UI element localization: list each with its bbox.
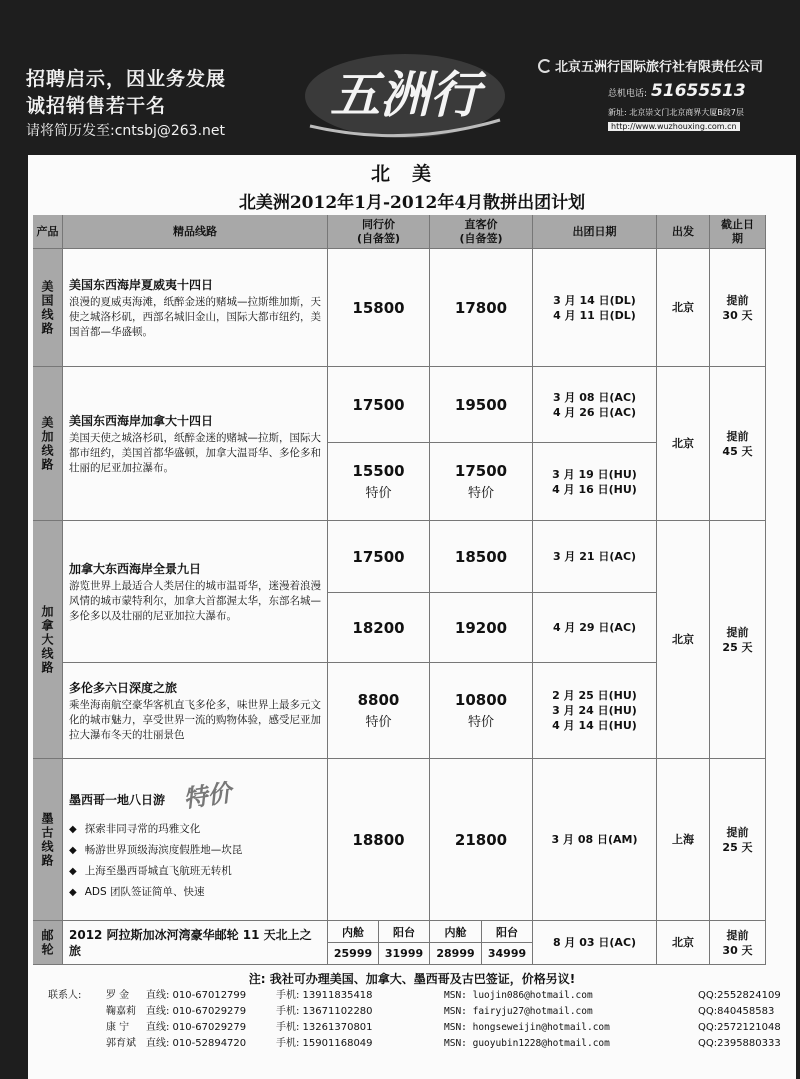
header-agent-price (328, 215, 430, 249)
category-usa-label: 美国线路 (40, 279, 54, 336)
route-mexico8-title: 墨西哥一地八日游 (69, 793, 166, 807)
toronto6-agent-price (328, 663, 430, 759)
usca14-agent-price-b (328, 443, 430, 521)
header-agent-note: (自备签) (356, 231, 401, 245)
usa14-departure: 北京 (657, 249, 710, 367)
toronto6-special-tag: 特价 (467, 715, 494, 730)
phone-row (608, 81, 796, 101)
header-direct-note: (自备签) (459, 231, 503, 245)
cruise11-deadline-1: 提前 (726, 928, 749, 942)
tour-plan-card (28, 155, 796, 1079)
contact-row (48, 988, 800, 1004)
header-product: 产品 (33, 215, 63, 249)
contact-qq: QQ:840458583 (698, 1006, 775, 1017)
feature-item: ◆ 探索非同寻常的玛雅文化 (69, 819, 242, 840)
contact-qq: QQ:2552824109 (698, 990, 781, 1001)
usca14-deadline-1: 提前 (726, 429, 749, 443)
canada-deadline (710, 521, 766, 759)
route-usa14-title: 美国东西海岸夏威夷十四日 (69, 277, 214, 292)
toronto6-dates (533, 663, 657, 759)
route-usa14 (63, 249, 328, 367)
usca14-special-tag: 特价 (365, 486, 392, 501)
canada-deadline-1: 提前 (726, 625, 749, 639)
company-info (538, 56, 796, 132)
usca14-departure: 北京 (657, 367, 710, 521)
route-cruise11-title: 2012 阿拉斯加冰河湾豪华邮轮 11 天北上之旅 (69, 927, 312, 958)
canada9-date: 3 月 21 日(AC) (552, 550, 637, 563)
mexico8-departure: 上海 (657, 759, 710, 921)
feature-item: ◆ 畅游世界顶级海滨度假胜地—坎昆 (69, 840, 242, 861)
feature-item: ◆ 上海至墨西哥城直飞航班无转机 (69, 861, 242, 882)
category-usca (33, 367, 63, 521)
address: 新址: 北京崇文门北京商界大厦B段7层 (608, 108, 744, 117)
canada9-agent-price-a: 17500 (328, 521, 430, 593)
cruise-agent-inner-price: 25999 (328, 943, 379, 965)
recruit-line-1: 招聘启示，因业务发展 (26, 68, 227, 90)
contact-line: 直线: 010-67029279 (146, 1006, 247, 1017)
category-cruise-label: 邮轮 (40, 928, 54, 957)
recruit-line-2: 诚招销售若干名 (26, 95, 167, 117)
canada9-agent-price-b: 18200 (328, 593, 430, 663)
route-canada9 (63, 521, 328, 663)
usca14-date: 3 月 19 日(HU) (552, 467, 637, 481)
tour-table (33, 215, 795, 960)
usa14-dates (533, 249, 657, 367)
header-agent-label: 同行价 (362, 217, 395, 231)
toronto6-date: 2 月 25 日(HU) (552, 689, 637, 702)
route-canada9-title: 加拿大东西海岸全景九日 (69, 561, 202, 576)
category-canada (33, 521, 63, 759)
canada9-direct-price-a: 18500 (430, 521, 533, 593)
cruise-direct-balcony-label: 阳台 (482, 921, 533, 943)
cruise-agent-balcony-price: 31999 (379, 943, 430, 965)
canada9-dates-a (533, 521, 657, 593)
usa14-direct-price: 17800 (430, 249, 533, 367)
canada9-date: 4 月 29 日(AC) (552, 621, 637, 634)
usa14-deadline-2: 30 天 (722, 308, 753, 322)
toronto6-date: 3 月 24 日(HU) (552, 704, 637, 717)
contact-msn[interactable]: MSN: fairyju27@hotmail.com (444, 1006, 593, 1017)
mexico8-agent-price: 18800 (328, 759, 430, 921)
contact-row (48, 1004, 800, 1020)
cruise11-dates (533, 921, 657, 965)
contact-name: 罗 金 (106, 990, 130, 1001)
header-dates: 出团日期 (533, 215, 657, 249)
route-usca14-desc: 美国天使之城洛杉矶，纸醉金迷的赌城—拉斯，国际大都市纽约，美国首都华盛顿，加拿大温哥华、多伦多和壮丽的尼亚加拉瀑布。 (69, 431, 321, 474)
usca14-special-tag: 特价 (467, 486, 494, 501)
contact-msn[interactable]: MSN: hongseweijin@hotmail.com (444, 1022, 610, 1033)
recruit-notice (26, 66, 226, 142)
usa14-agent-price: 15800 (328, 249, 430, 367)
usca14-date: 4 月 26 日(AC) (552, 405, 637, 419)
mexico8-deadline-1: 提前 (726, 825, 749, 839)
feature-item: ◆ ADS 团队签证简单、快速 (69, 882, 242, 903)
company-g-icon (538, 59, 552, 73)
header-route: 精品线路 (63, 215, 328, 249)
cruise-agent-balcony-label: 阳台 (379, 921, 430, 943)
usca14-deadline-2: 45 天 (722, 444, 753, 458)
cruise-direct-inner-price: 28999 (430, 943, 482, 965)
mexico8-special-badge: 特价 (181, 778, 234, 814)
recruit-email: 请将简历发至:cntsbj@263.net (26, 123, 225, 139)
phone-label: 总机电话: (608, 89, 648, 99)
mexico8-date: 3 月 08 日(AM) (551, 833, 638, 846)
company-logo (290, 30, 520, 150)
cruise11-departure: 北京 (657, 921, 710, 965)
header-direct-label: 直客价 (464, 217, 498, 231)
canada9-direct-price-b: 19200 (430, 593, 533, 663)
canada-departure: 北京 (657, 521, 710, 759)
cruise11-deadline-2: 30 天 (722, 943, 753, 957)
company-name: 北京五洲行国际旅行社有限责任公司 (555, 60, 764, 75)
toronto6-direct-value: 10800 (454, 691, 508, 709)
canada9-dates-b (533, 593, 657, 663)
cruise-agent-inner-label: 内舱 (328, 921, 379, 943)
region-title: 北美 (370, 163, 453, 185)
route-usa14-desc: 浪漫的夏威夷海滩，纸醉金迷的赌城—拉斯维加斯，天使之城洛杉矶，西部名城旧金山，国际大都市纽约，美国首都—华盛顿。 (69, 295, 321, 338)
contacts-label: 联系人: (48, 990, 82, 1001)
header-departure: 出发 (657, 215, 710, 249)
usca14-dates-b (533, 443, 657, 521)
usa14-deadline (710, 249, 766, 367)
plan-title: 北美洲2012年1月-2012年4月散拼出团计划 (238, 193, 586, 213)
contact-msn[interactable]: MSN: guoyubin1228@hotmail.com (444, 1038, 610, 1049)
contact-mobile: 手机: 13911835418 (276, 990, 373, 1001)
contact-qq: QQ:2395880333 (698, 1038, 781, 1049)
route-usca14-title: 美国东西海岸加拿大十四日 (69, 413, 214, 428)
route-canada9-desc: 游览世界上最适合人类居住的城市温哥华，迷漫着浪漫风情的城市蒙特利尔，加拿大首都渥太华，东部名城—多伦多以及壮丽的尼亚加拉大瀑布。 (69, 579, 321, 622)
usca14-deadline (710, 367, 766, 521)
route-usca14 (63, 367, 328, 521)
category-cruise (33, 921, 63, 965)
usca14-direct-price-b (430, 443, 533, 521)
usca14-agent-b-value: 15500 (352, 462, 405, 480)
contact-msn[interactable]: MSN: luojin086@hotmail.com (444, 990, 593, 1001)
mexico8-features (69, 819, 242, 903)
canada-deadline-2: 25 天 (722, 640, 753, 654)
header-deadline: 截止日期 (710, 215, 766, 249)
route-toronto6-title: 多伦多六日深度之旅 (69, 680, 178, 695)
category-usa (33, 249, 63, 367)
route-mexico8 (63, 759, 328, 921)
contact-mobile: 手机: 13671102280 (276, 1006, 373, 1017)
cruise-direct-inner-label: 内舱 (430, 921, 482, 943)
route-toronto6-desc: 乘坐海南航空豪华客机直飞多伦多，味世界上最多元文化的城市魅力，享受世界一流的购物体验，感受尼亚加拉大瀑布冬天的壮丽景色 (69, 698, 321, 741)
route-toronto6 (63, 663, 328, 759)
toronto6-date: 4 月 14 日(HU) (552, 719, 637, 732)
header-direct-price (430, 215, 533, 249)
mexico8-deadline (710, 759, 766, 921)
visa-note: 注: 我社可办理美国、加拿大、墨西哥及古巴签证，价格另议! (248, 972, 576, 986)
phone-number: 51655513 (651, 81, 746, 101)
usa14-date: 4 月 11 日(DL) (553, 308, 636, 322)
usca14-date: 4 月 16 日(HU) (552, 482, 637, 496)
website-link[interactable]: http://www.wuzhouxing.com.cn (608, 122, 740, 131)
usa14-deadline-1: 提前 (726, 293, 749, 307)
cruise11-deadline (710, 921, 766, 965)
contact-row (48, 1036, 800, 1052)
usca14-date: 3 月 08 日(AC) (552, 390, 637, 404)
contact-line: 直线: 010-52894720 (146, 1038, 247, 1049)
company-name-row (538, 56, 796, 75)
contact-row (48, 1020, 800, 1036)
category-canada-label: 加拿大线路 (40, 604, 54, 675)
contact-name: 郭育斌 (106, 1038, 136, 1049)
usca14-agent-price-a: 17500 (328, 367, 430, 443)
category-usca-label: 美加线路 (40, 415, 54, 472)
category-mexico-label: 墨古线路 (40, 811, 54, 868)
usca14-direct-price-a: 19500 (430, 367, 533, 443)
contact-line: 直线: 010-67012799 (146, 990, 247, 1001)
toronto6-agent-value: 8800 (357, 691, 400, 709)
usca14-direct-b-value: 17500 (454, 462, 508, 480)
contact-list (48, 988, 800, 1052)
contact-qq: QQ:2572121048 (698, 1022, 781, 1033)
contact-mobile: 手机: 15901168049 (276, 1038, 373, 1049)
route-mexico8-title-row (69, 776, 234, 814)
contact-name: 鞠嘉莉 (106, 1006, 136, 1017)
contact-name: 康 宁 (106, 1022, 130, 1033)
cruise-direct-balcony-price: 34999 (482, 943, 533, 965)
category-mexico (33, 759, 63, 921)
route-cruise11 (63, 921, 328, 965)
mexico8-direct-price: 21800 (430, 759, 533, 921)
cruise11-date: 8 月 03 日(AC) (552, 936, 637, 949)
contact-mobile: 手机: 13261370801 (276, 1022, 373, 1033)
mexico8-deadline-2: 25 天 (722, 840, 753, 854)
logo-text: 五洲行 (330, 65, 480, 124)
usca14-dates-a (533, 367, 657, 443)
toronto6-special-tag: 特价 (365, 715, 392, 730)
toronto6-direct-price (430, 663, 533, 759)
usa14-date: 3 月 14 日(DL) (553, 293, 636, 307)
mexico8-dates (533, 759, 657, 921)
contact-line: 直线: 010-67029279 (146, 1022, 247, 1033)
